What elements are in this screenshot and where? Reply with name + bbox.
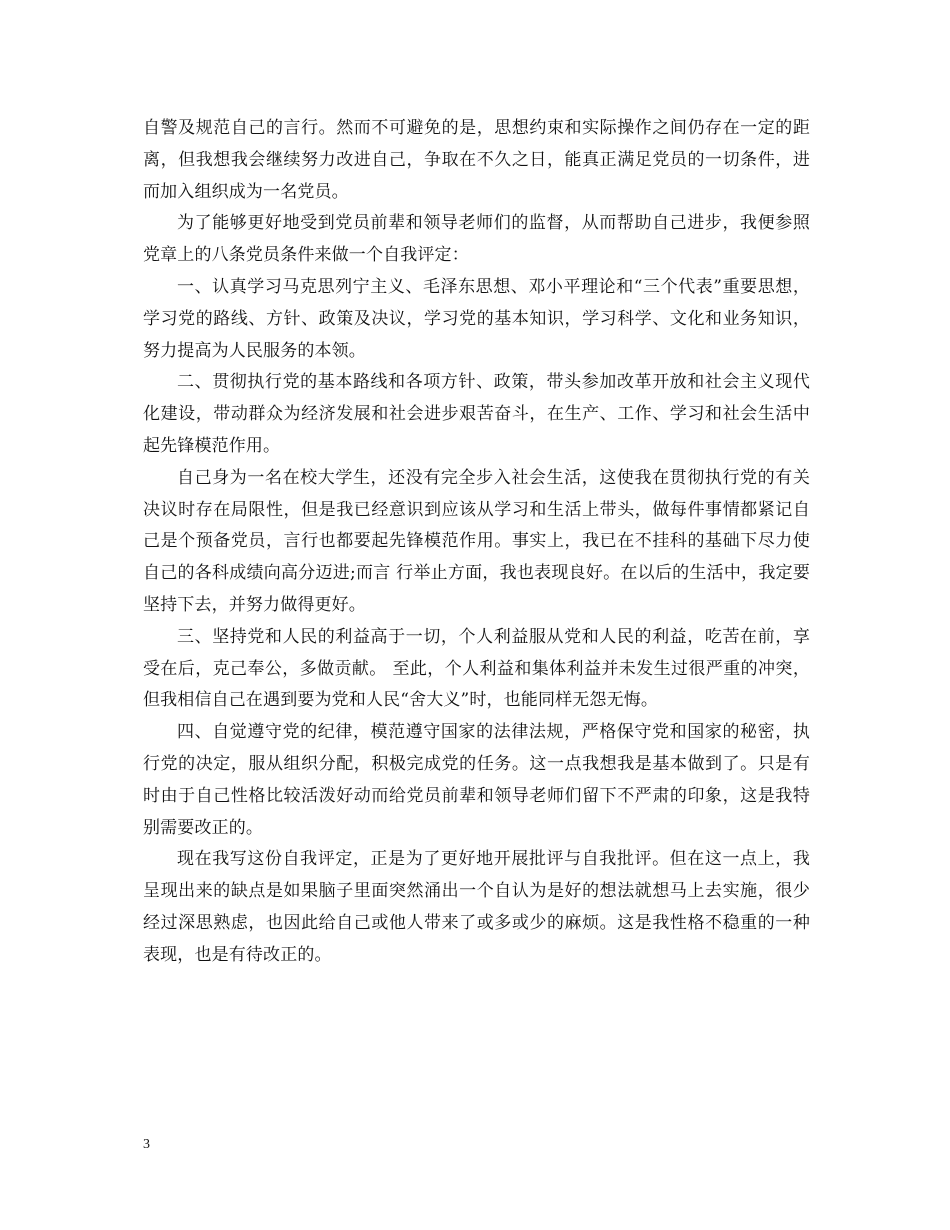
paragraph-4: 二、贯彻执行党的基本路线和各项方针、政策，带头参加改革开放和社会主义现代化建设，带动群众为经济发展和社会进步艰苦奋斗，在生产、工作、学习和社会生活中起先锋模范作用。 xyxy=(143,372,810,456)
page-number: 3 xyxy=(143,1137,150,1152)
paragraph-2: 为了能够更好地受到党员前辈和领导老师们的监督，从而帮助自己进步，我便参照党章上的八条党员条件来做一个自我评定： xyxy=(143,213,810,266)
paragraph-8: 现在我写这份自我评定，正是为了更好地开展批评与自我批评。但在这一点上，我呈现出来的缺点是如果脑子里面突然涌出一个自认为是好的想法就想马上去实施，很少经过深思熟虑，也因此给自己或他人带来了或多或少的麻烦。这是我性格不稳重的一种表现，也是有待改正的。 xyxy=(143,849,810,965)
paragraph-1: 自警及规范自己的言行。然而不可避免的是，思想约束和实际操作之间仍存在一定的距离，但我想我会继续努力改进自己，争取在不久之日，能真正满足党员的一切条件，进而加入组织成为一名党员。 xyxy=(143,118,810,202)
paragraph-5: 自己身为一名在校大学生，还没有完全步入社会生活，这使我在贯彻执行党的有关决议时存在局限性，但是我已经意识到应该从学习和生活上带头，做每件事情都紧记自己是个预备党员，言行也都要起先锋模范作用。事实上，我已在不挂科的基础下尽力使自己的各科成绩向高分迈进;而言 行举止方面，我也表现良好。在以后的生活中，我定要坚持下去，并努力做得更好。 xyxy=(143,467,810,615)
paragraph-3: 一、认真学习马克思列宁主义、毛泽东思想、邓小平理论和“三个代表”重要思想，学习党的路线、方针、政策及决议，学习党的基本知识，学习科学、文化和业务知识，努力提高为人民服务的本领。 xyxy=(143,276,810,361)
paragraph-7: 四、自觉遵守党的纪律，模范遵守国家的法律法规，严格保守党和国家的秘密，执行党的决定，服从组织分配，积极完成党的任务。这一点我想我是基本做到了。只是有时由于自己性格比较活泼好动而给党员前辈和领导老师们留下不严肃的印象，这是我特别需要改正的。 xyxy=(143,722,810,838)
paragraph-6: 三、坚持党和人民的利益高于一切，个人利益服从党和人民的利益，吃苦在前，享受在后，克己奉公，多做贡献。 至此，个人利益和集体利益并未发生过很严重的冲突，但我相信自己在遇到要为党和人民“舍大义”时，也能同样无怨无悔。 xyxy=(143,626,810,711)
document-body xyxy=(143,113,810,972)
